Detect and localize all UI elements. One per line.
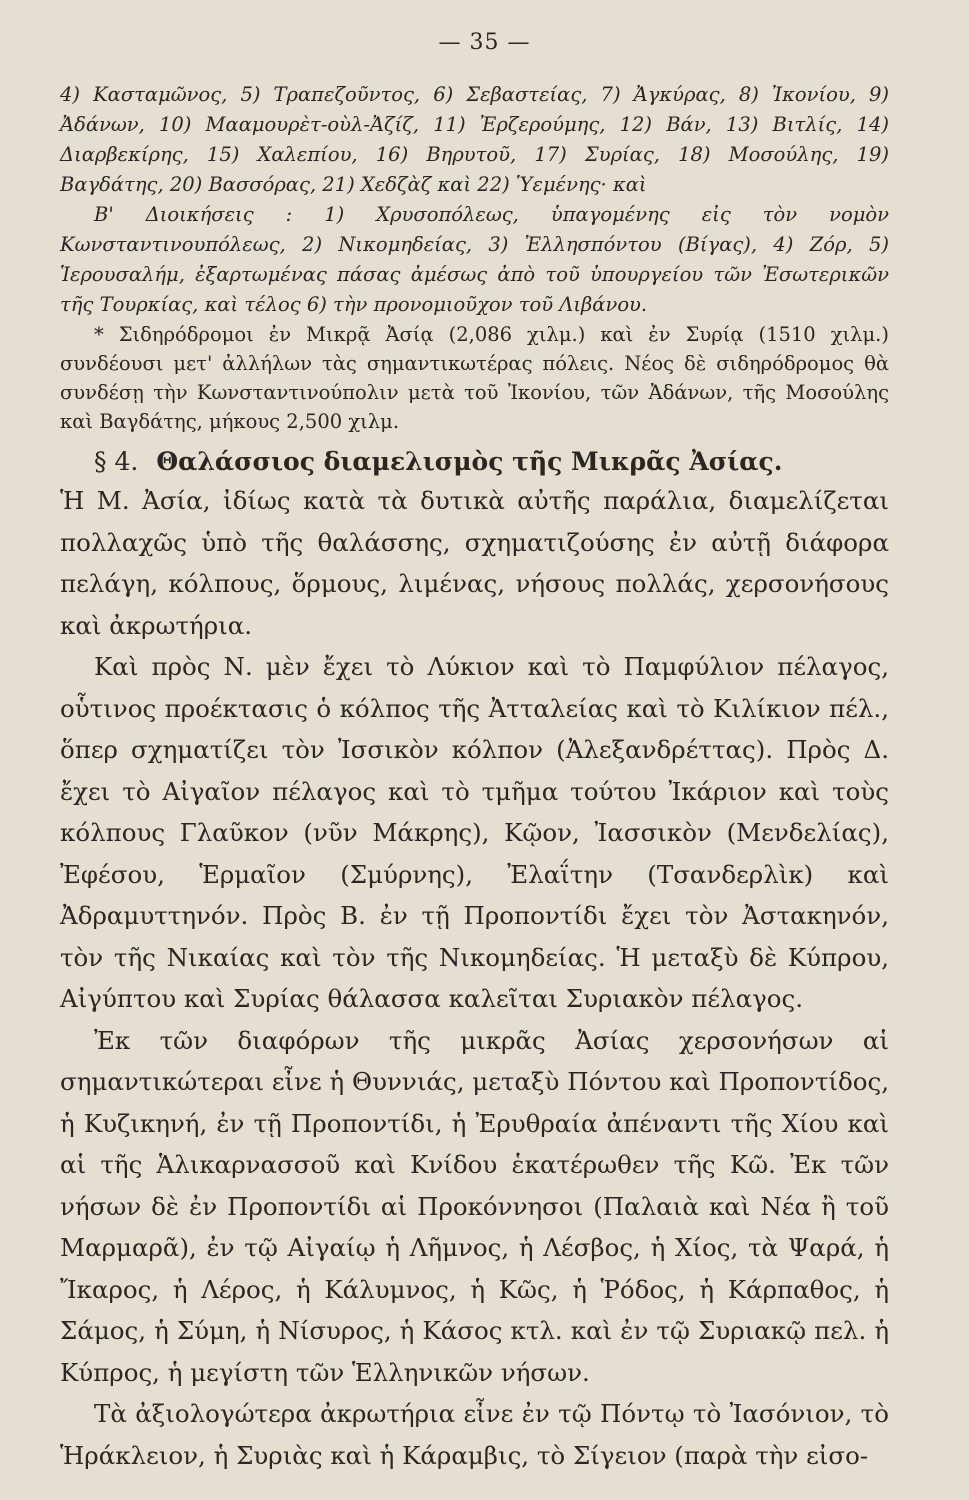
section-number: § 4. — [94, 447, 139, 476]
railway-footnote — [60, 320, 889, 436]
paragraph-2: Καὶ πρὸς Ν. μὲν ἔχει τὸ Λύκιον καὶ τὸ Παμφύλιον πέλαγος, οὗτινος προέκτασις ὁ κόλπος τῆς Ἀτταλείας καὶ τὸ Κιλίκιον πέλ., ὅπερ σχηματίζει τὸν Ἰσσικὸν κόλπον (Ἀλεξανδρέττας). Πρὸς Δ. ἔχει τὸ Αἰγαῖον πέλαγος καὶ τὸ τμῆμα τούτου Ἰκάριον καὶ τοὺς κόλπους Γλαῦκον (νῦν Μάκρης), Κῷον, Ἰασσικὸν (Μενδελίας), Ἐφέσου, Ἑρμαῖον (Σμύρνης), Ἐλαΐτην (Τσανδερλὶκ) καὶ Ἀδραμυττηνόν. Πρὸς Β. ἐν τῇ Προποντίδι ἔχει τὸν Ἀστακηνόν, τὸν τῆς Νικαίας καὶ τὸν τῆς Νικομηδείας. Ἡ μεταξὺ δὲ Κύπρου, Αἰγύπτου καὶ Συρίας θάλασσα καλεῖται Συριακὸν πέλαγος. — [60, 652, 889, 1013]
body-text — [60, 480, 889, 1476]
province-list-line: 4) Κασταμῶνος, 5) Τραπεζοῦντος, 6) Σεβαστείας, 7) Ἀγκύρας, 8) Ἰκονίου, 9) Ἀδάνων, 10) Μααμουρὲτ-οὺλ-Ἀζίζ, 11) Ἐρζερούμης, 12) Βάν, 13) Βιτλίς, 14) Διαρβεκίρης, 15) Χαλεπίου, 16) Βηρυτοῦ, 17) Συρίας, 18) Μοσούλης, 19) Βαγδάτης, 20) Βασσόρας, 21) Χεδζὰζ καὶ 22) Ὑεμένης· καὶ — [60, 83, 889, 196]
paragraph-3: Ἐκ τῶν διαφόρων τῆς μικρᾶς Ἀσίας χερσονήσων αἱ σημαντικώτεραι εἶνε ἡ Θυννιάς, μεταξὺ Πόντου καὶ Προποντίδος, ἡ Κυζικηνή, ἐν τῇ Προποντίδι, ἡ Ἐρυθραία ἀπέναντι τῆς Χίου καὶ αἱ τῆς Ἁλικαρνασσοῦ καὶ Κνίδου ἑκατέρωθεν τῆς Κῶ. Ἐκ τῶν νήσων δὲ ἐν Προποντίδι αἱ Προκόννησοι (Παλαιὰ καὶ Νέα ἢ τοῦ Μαρμαρᾶ), ἐν τῷ Αἰγαίῳ ἡ Λῆμνος, ἡ Λέσβος, ἡ Χίος, τὰ Ψαρά, ἡ Ἴκαρος, ἡ Λέρος, ἡ Κάλυμνος, ἡ Κῶς, ἡ Ῥόδος, ἡ Κάρπαθος, ἡ Σάμος, ἡ Σύμη, ἡ Νίσυρος, ἡ Κάσος κτλ. καὶ ἐν τῷ Συριακῷ πελ. ἡ Κύπρος, ἡ μεγίστη τῶν Ἑλληνικῶν νήσων. — [60, 1025, 889, 1387]
paragraph-1: Ἡ Μ. Ἀσία, ἰδίως κατὰ τὰ δυτικὰ αὐτῆς παράλια, διαμελίζεται πολλαχῶς ὑπὸ τῆς θαλάσσης, σχηματιζούσης ἐν αὐτῇ διάφορα πελάγη, κόλπους, ὅρμους, λιμένας, νήσους πολλάς, χερσονήσους καὶ ἀκρωτήρια. — [60, 486, 889, 640]
footnote-text: * Σιδηρόδρομοι ἐν Μικρᾷ Ἀσίᾳ (2,086 χιλμ.) καὶ ἐν Συρίᾳ (1510 χιλμ.) συνδέουσι μετ' ἀλλήλων τὰς σημαντικωτέρας πόλεις. Νέος δὲ σιδηρόδρομος θὰ συνδέσῃ τὴν Κωνσταντινούπολιν μετὰ τοῦ Ἰκονίου, τῶν Ἀδάνων, τῆς Μοσούλης καὶ Βαγδάτης, μήκους 2,500 χιλμ. — [60, 323, 889, 433]
province-list — [60, 80, 889, 320]
page-content — [60, 80, 889, 1476]
page-number: — 35 — — [438, 30, 531, 55]
administrations-line: Β' Διοικήσεις : 1) Χρυσοπόλεως, ὑπαγομένης εἰς τὸν νομὸν Κωνσταντινουπόλεως, 2) Νικομηδείας, 3) Ἑλλησπόντου (Βίγας), 4) Ζόρ, 5) Ἱερουσαλήμ, ἐξαρτωμένας πάσας ἀμέσως ἀπὸ τοῦ ὑπουργείου τῶν Ἐσωτερικῶν τῆς Τουρκίας, καὶ τέλος 6) τὴν προνομιοῦχον τοῦ Λιβάνου. — [60, 203, 889, 316]
paragraph-4: Τὰ ἀξιολογώτερα ἀκρωτήρια εἶνε ἐν τῷ Πόντῳ τὸ Ἰασόνιον, τὸ Ἡράκλειον, ἡ Συριὰς καὶ ἡ Κάραμβις, τὸ Σίγειον (παρὰ τὴν εἰσο- — [60, 1399, 889, 1470]
section-title: Θαλάσσιος διαμελισμὸς τῆς Μικρᾶς Ἀσίας. — [156, 447, 783, 476]
section-heading — [60, 444, 889, 480]
